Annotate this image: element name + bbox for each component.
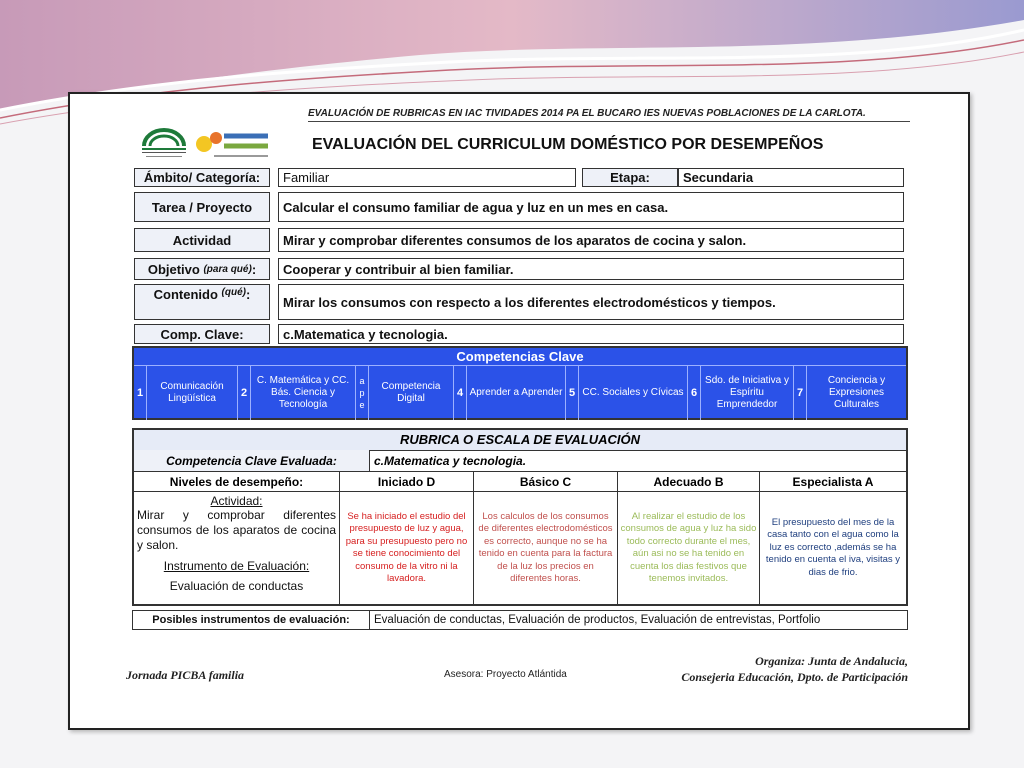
niveles-label: Niveles de desempeño:	[134, 472, 340, 491]
niveles-row	[134, 472, 906, 492]
footer-right-1: Organiza: Junta de Andalucia,	[755, 654, 908, 668]
comp-num-7: 7	[796, 387, 804, 399]
contenido-value: Mirar los consumos con respecto a los diferentes electrodomésticos y tiempos.	[278, 284, 904, 320]
comp-num-2: 2	[240, 387, 248, 399]
rubrica-title: RUBRICA O ESCALA DE EVALUACIÓN	[134, 430, 906, 451]
level-especialista-header: Especialista A	[792, 474, 874, 489]
comp-item-2: C. Matemática y CC. Bás. Ciencia y Tecnología	[256, 375, 350, 410]
actividad-value: Mirar y comprobar diferentes consumos de los aparatos de cocina y salon.	[278, 228, 904, 252]
junta-andalucia-logo	[136, 124, 192, 164]
level-basico-header: Básico C	[474, 472, 618, 491]
ambito-label: Ámbito/ Categoría:	[134, 168, 270, 187]
contenido-label: Contenido	[153, 287, 218, 302]
competencias-clave-table	[132, 346, 908, 420]
objetivo-label-box: Objetivo (para qué) :	[134, 258, 270, 280]
header-top-line: EVALUACIÓN DE RUBRICAS EN IAC TIVIDADES 2014 PA EL BUCARO IES NUEVAS POBLACIONES DE LA CARLOTA.	[308, 108, 910, 122]
comp-item-4: Aprender a Aprender	[469, 387, 563, 398]
comp-clave-value: c.Matematica y tecnologia.	[278, 324, 904, 344]
rubric-document	[68, 92, 970, 730]
competencias-title: Competencias Clave	[456, 349, 584, 364]
contenido-label-box: Contenido (qué) :	[134, 284, 270, 320]
rubric-actividad-heading: Actividad:	[210, 494, 263, 508]
rubric-actividad-text: Mirar y comprobar diferentes consumos de los aparatos de cocina y salon.	[137, 508, 336, 552]
etapa-value: Secundaria	[678, 168, 904, 187]
comp-num-6: 6	[690, 387, 698, 399]
posibles-instrumentos-row	[132, 610, 908, 630]
level-iniciado-header: Iniciado D	[340, 472, 474, 491]
objetivo-label: Objetivo	[147, 261, 200, 277]
descriptor-especialista: El presupuesto del mes de la casa tanto con el agua como la luz es correcto ,además se ha tenido en cuenta el iva, visitas y dias de frio.	[765, 516, 901, 578]
rubric-instrumento-text: Evaluación de conductas	[169, 579, 304, 593]
actividad-instrumento-cell	[134, 492, 340, 604]
comp-item-3-fragment: a p e	[359, 376, 365, 410]
proyecto-atlantida-logo	[194, 124, 274, 164]
descriptor-adecuado: Al realizar el estudio de los consumos de agua y luz ha sido todo correcto durante el mes, aún asi no se ha tenido en cuenta los dias festivos que tenemos invitados.	[618, 492, 760, 604]
comp-item-5: CC. Sociales y Cívicas	[582, 387, 684, 398]
instrumentos-label: Posibles instrumentos de evaluación:	[133, 611, 370, 629]
actividad-label: Actividad	[134, 228, 270, 252]
rubric-instrumento-heading: Instrumento de Evaluación:	[163, 559, 310, 573]
rubrica-table	[132, 428, 908, 606]
level-adecuado-header: Adecuado B	[618, 472, 760, 491]
tarea-label: Tarea / Proyecto	[134, 192, 270, 222]
comp-evaluada-label: Competencia Clave Evaluada:	[134, 450, 370, 471]
objetivo-hint: (para qué)	[203, 263, 252, 275]
ambito-value: Familiar	[278, 168, 576, 187]
comp-evaluada-value: c.Matematica y tecnologia.	[374, 453, 527, 468]
comp-num-5: 5	[568, 387, 576, 399]
etapa-label: Etapa:	[582, 168, 678, 187]
contenido-hint: (qué)	[221, 287, 246, 298]
comp-clave-label: Comp. Clave:	[134, 324, 270, 344]
descriptor-iniciado: Se ha iniciado el estudio del presupuesto de luz y agua, para su presupuesto pero no se tiene conocimiento del consumo de la vitro ni la lavadora.	[340, 492, 474, 604]
descriptor-basico: Los calculos de los consumos de diferentes electrodomésticos es correcto, aunque no se ha tenido en cuenta para la factura de la luz los precios en diferentes horas.	[474, 492, 618, 604]
footer-center: Asesora: Proyecto Atlántida	[444, 669, 567, 680]
comp-item-digital: Competencia Digital	[381, 381, 441, 404]
comp-item-1: Comunicación Lingüística	[160, 381, 224, 404]
instrumentos-value: Evaluación de conductas, Evaluación de productos, Evaluación de entrevistas, Portfolio	[374, 614, 821, 626]
footer-left: Jornada PICBA familia	[126, 668, 245, 682]
comp-num-1: 1	[136, 387, 144, 399]
comp-num-4: 4	[456, 387, 464, 399]
objetivo-value: Cooperar y contribuir al bien familiar.	[278, 258, 904, 280]
comp-item-6: Sdo. de Iniciativa y Espíritu Emprendedor	[705, 375, 789, 410]
tarea-value: Calcular el consumo familiar de agua y luz en un mes en casa.	[278, 192, 904, 222]
comp-evaluada-row	[134, 450, 906, 472]
document-title: EVALUACIÓN DEL CURRICULUM DOMÉSTICO POR DESEMPEÑOS	[312, 136, 824, 153]
footer-right-2: Consejeria Educación, Dpto. de Participación	[681, 670, 908, 684]
comp-item-7: Conciencia y Expresiones Culturales	[827, 375, 886, 410]
